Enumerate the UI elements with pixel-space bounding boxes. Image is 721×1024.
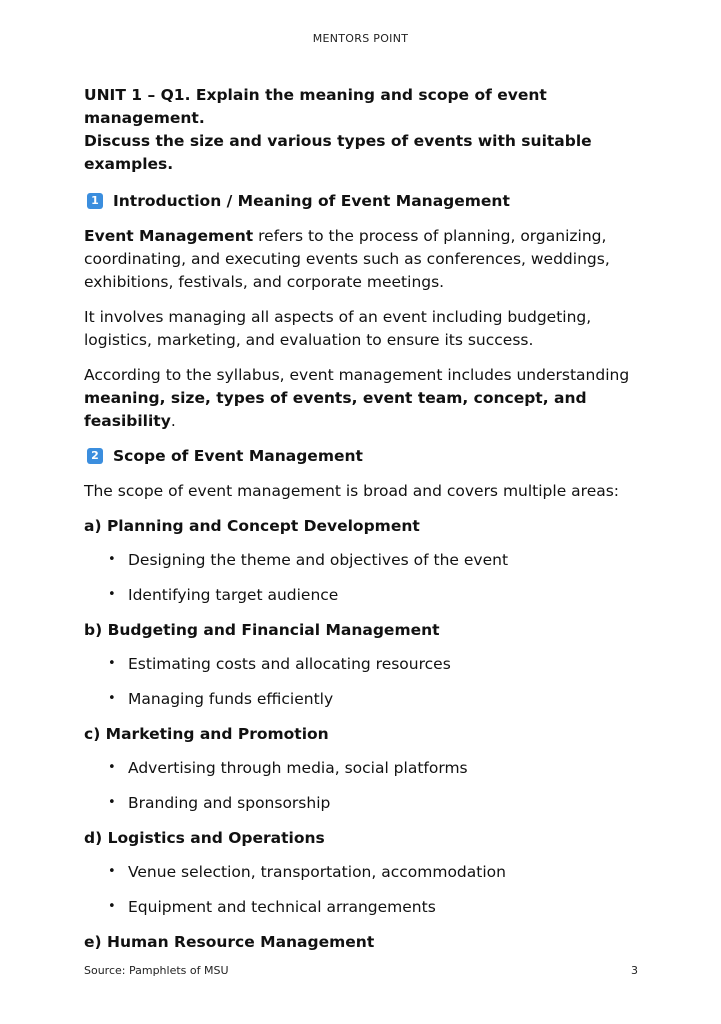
bullet-icon: •	[108, 691, 116, 706]
bullet-icon: •	[108, 864, 116, 879]
bold-term: Event Management	[84, 227, 254, 245]
bullet-icon: •	[108, 587, 116, 602]
list-item	[84, 896, 644, 918]
page-number: 3	[631, 964, 638, 977]
bullet-icon: •	[108, 795, 116, 810]
subheading-marketing: c) Marketing and Promotion	[84, 725, 329, 743]
list-item	[84, 549, 644, 571]
list-item	[84, 584, 644, 606]
list-item	[84, 757, 644, 779]
bullet-icon: •	[108, 656, 116, 671]
list-item	[84, 792, 644, 814]
number-1-badge-icon: 1	[87, 193, 103, 209]
paragraph-definition	[84, 225, 644, 294]
section-heading-label: Scope of Event Management	[113, 447, 363, 465]
bullet-list-marketing	[84, 757, 644, 814]
list-item-text: Advertising through media, social platforms	[128, 759, 468, 777]
section-heading-scope	[84, 445, 644, 467]
subheading-planning: a) Planning and Concept Development	[84, 517, 420, 535]
page-header: MENTORS POINT	[312, 32, 409, 45]
list-item	[84, 653, 644, 675]
question-title	[84, 84, 644, 176]
bullet-list-planning	[84, 549, 644, 606]
bullet-icon: •	[108, 552, 116, 567]
paragraph-text: .	[170, 412, 176, 430]
paragraph-text: According to the syllabus, event management includes understanding	[84, 366, 630, 384]
list-item-text: Managing funds efficiently	[128, 690, 334, 708]
paragraph-text: refers to the process of planning, organizing, coordinating, and executing events such as conferences, weddings, exhibitions, festivals, and corporate meetings.	[84, 227, 610, 291]
bold-phrase: meaning, size, types of events, event team, concept, and feasibility	[84, 389, 587, 430]
question-line-2: Discuss the size and various types of events with suitable examples.	[84, 132, 592, 173]
bullet-list-budgeting	[84, 653, 644, 710]
section-heading-label: Introduction / Meaning of Event Management	[113, 192, 510, 210]
subheading-logistics: d) Logistics and Operations	[84, 829, 325, 847]
bullet-icon: •	[108, 899, 116, 914]
section-heading-meaning	[84, 190, 644, 212]
list-item-text: Venue selection, transportation, accommodation	[128, 863, 506, 881]
document-body	[84, 84, 644, 965]
list-item-text: Equipment and technical arrangements	[128, 898, 436, 916]
footer-source: Source: Pamphlets of MSU	[84, 964, 229, 977]
list-item-text: Designing the theme and objectives of the event	[128, 551, 509, 569]
list-item	[84, 861, 644, 883]
question-line-1: UNIT 1 – Q1. Explain the meaning and scope of event management.	[84, 86, 547, 127]
number-2-badge-icon: 2	[87, 448, 103, 464]
list-item	[84, 688, 644, 710]
paragraph-syllabus	[84, 364, 644, 433]
bullet-list-logistics	[84, 861, 644, 918]
list-item-text: Identifying target audience	[128, 586, 339, 604]
paragraph-aspects: It involves managing all aspects of an event including budgeting, logistics, marketing, and evaluation to ensure its success.	[84, 308, 592, 349]
subheading-human-resource: e) Human Resource Management	[84, 933, 375, 951]
list-item-text: Branding and sponsorship	[128, 794, 331, 812]
list-item-text: Estimating costs and allocating resources	[128, 655, 451, 673]
paragraph-scope-intro: The scope of event management is broad and covers multiple areas:	[84, 482, 620, 500]
subheading-budgeting: b) Budgeting and Financial Management	[84, 621, 440, 639]
bullet-icon: •	[108, 760, 116, 775]
